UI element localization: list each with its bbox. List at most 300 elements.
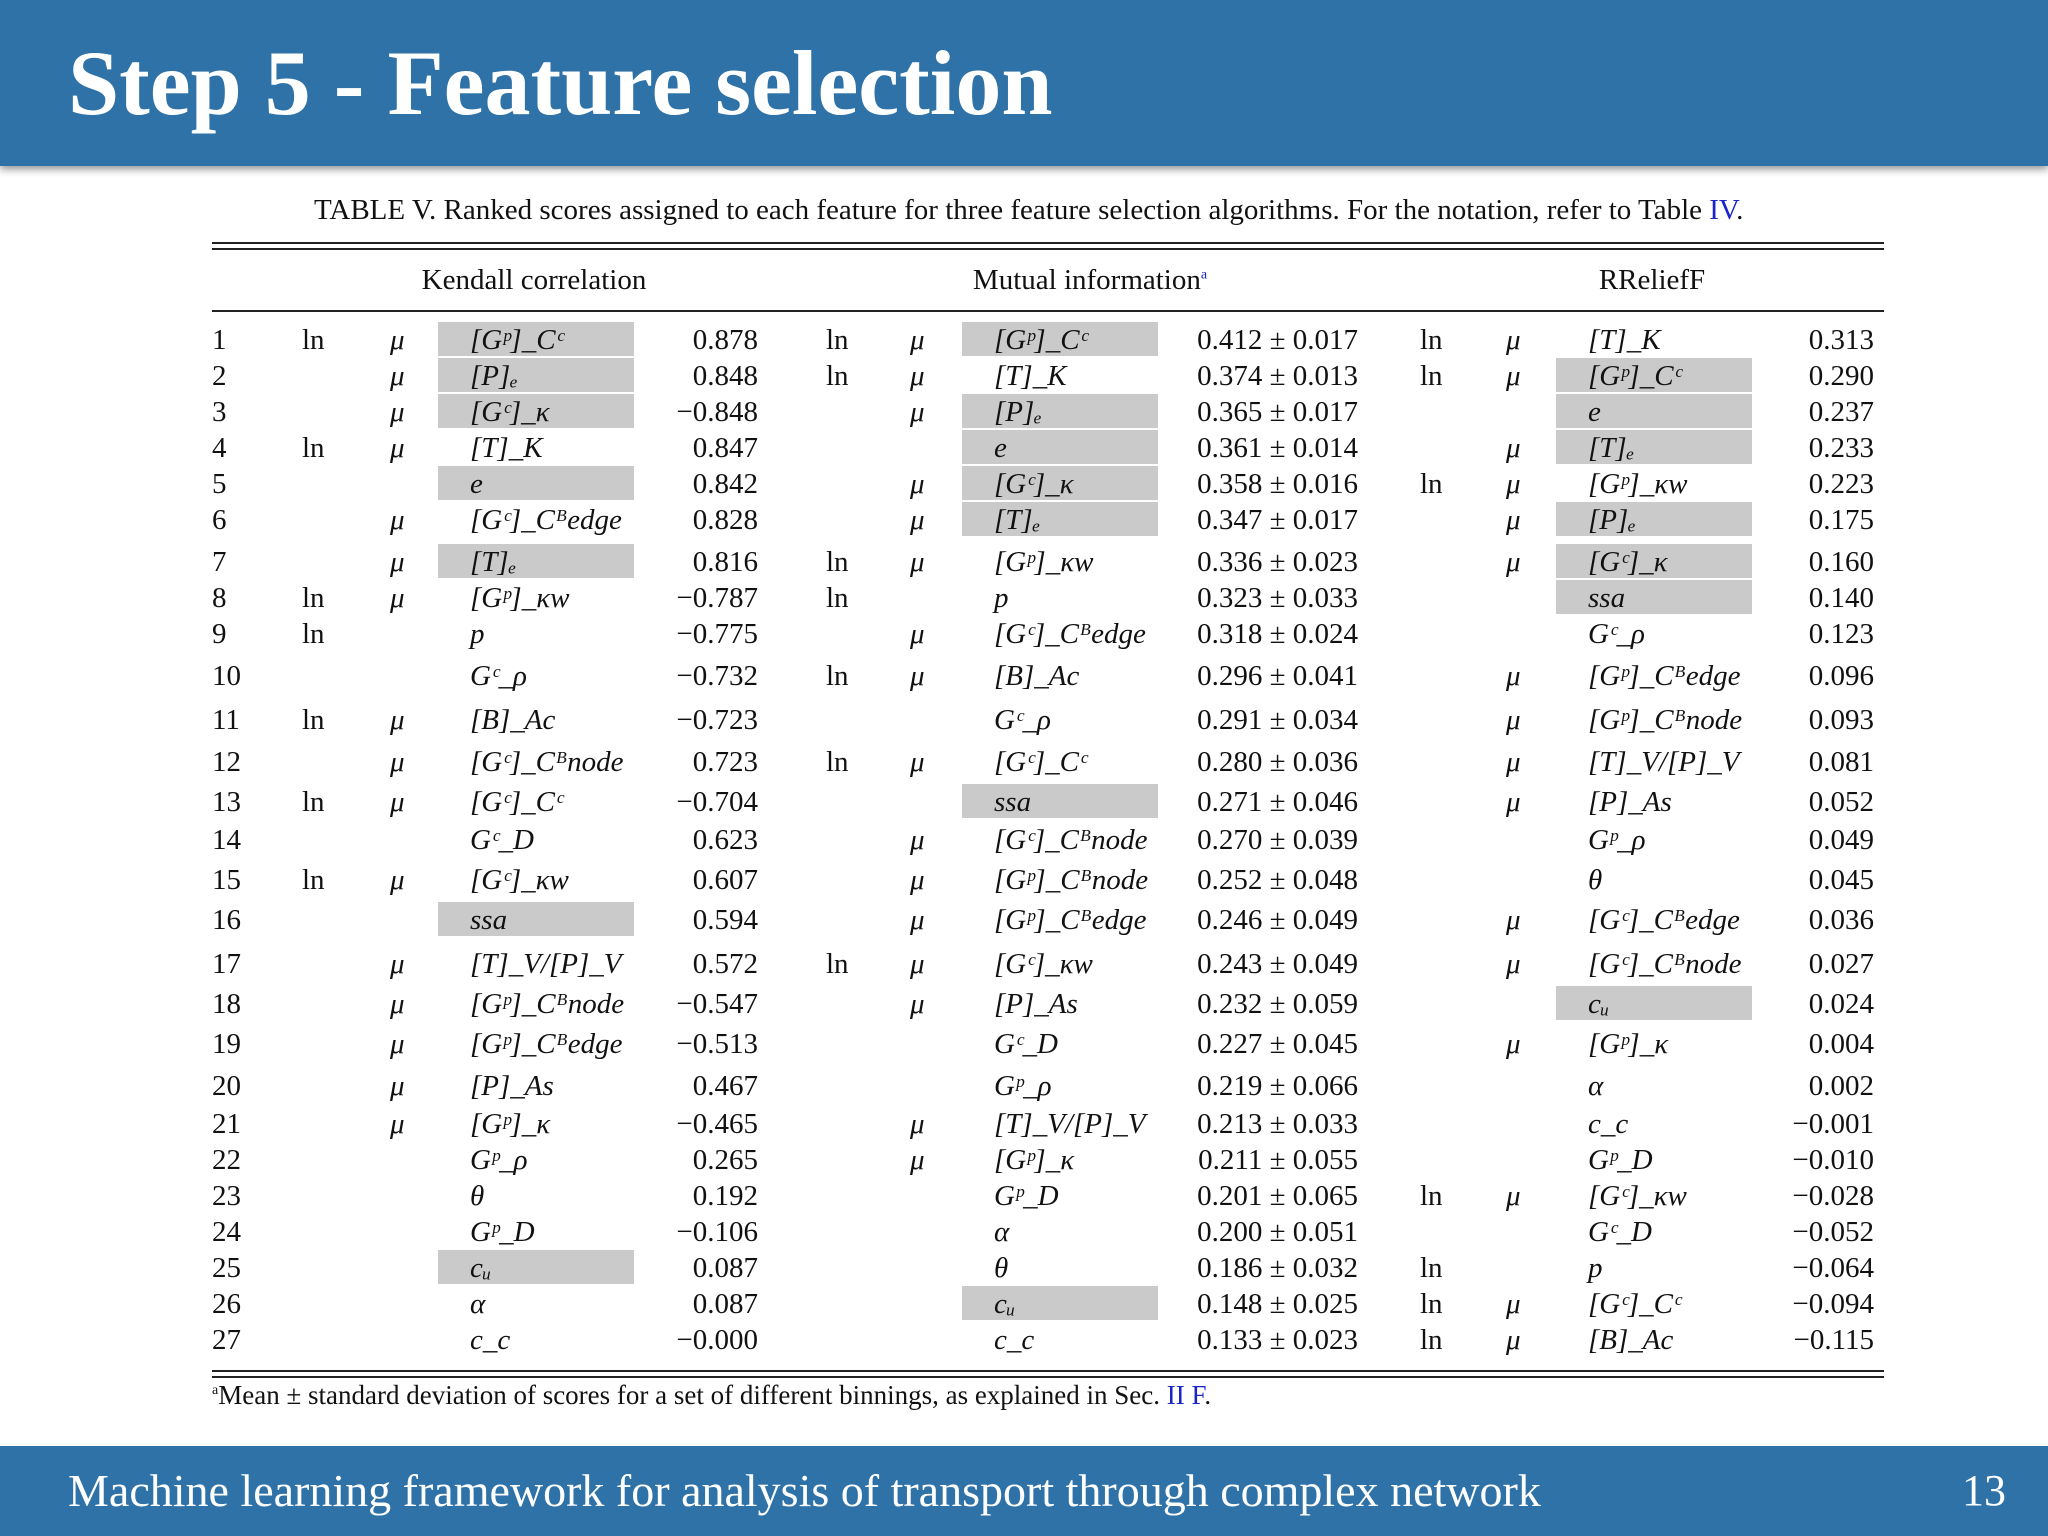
mu-cell: μ [390,1108,405,1140]
ln-cell: ln [826,660,849,692]
slide-header [0,0,2048,166]
score-cell: 0.096 [1808,660,1874,692]
feature-cell: [Gᵖ]_Cᴮnode [1588,704,1743,736]
feature-cell: [Gᵖ]_κ [1588,1028,1669,1060]
feature-cell: [Gᵖ]_κ [470,1108,551,1140]
rank-cell: 21 [212,1108,241,1140]
score-cell: −0.106 [676,1216,758,1248]
page-number: 13 [1962,1466,2006,1515]
score-cell: 0.467 [692,1070,758,1102]
feature-cell: [Gᶜ]_Cᶜ [994,746,1087,778]
mu-cell: μ [910,988,925,1020]
feature-cell: [Gᶜ]_Cᶜ [1588,1288,1681,1320]
rank-cell: 11 [212,704,240,736]
caption-text: TABLE V. Ranked scores assigned to each feature for three feature selection algorithms. For the notation, refer to Table [314,194,1710,226]
score-cell: 0.024 [1808,988,1874,1020]
table-row [0,322,2048,358]
table-row [0,502,2048,538]
feature-cell: [Gᶜ]_κ [470,396,550,428]
feature-cell: [Gᶜ]_κw [1588,1180,1687,1212]
rank-cell: 12 [212,746,241,778]
feature-cell: [B]_Ac [470,704,556,736]
score-cell: 0.296 ± 0.041 [1197,660,1358,692]
rank-cell: 23 [212,1180,241,1212]
ln-cell: ln [302,704,325,736]
table-row [0,358,2048,394]
rank-cell: 14 [212,824,241,856]
rank-cell: 1 [212,324,227,356]
feature-cell: [Gᵖ]_Cᴮedge [470,1028,623,1060]
score-cell: 0.243 ± 0.049 [1197,948,1358,980]
feature-cell: Gᵖ_ρ [1588,824,1646,856]
score-cell: 0.347 ± 0.017 [1197,504,1358,536]
score-cell: 0.336 ± 0.023 [1197,546,1358,578]
score-cell: 0.045 [1808,864,1874,896]
ln-cell: ln [1420,1288,1443,1320]
feature-cell: [P]_As [470,1070,554,1102]
ln-cell: ln [1420,468,1443,500]
feature-cell: [T]ₑ [470,546,517,578]
rank-cell: 16 [212,904,241,936]
score-cell: 0.280 ± 0.036 [1197,746,1358,778]
ln-cell: ln [302,786,325,818]
feature-cell: [P]_As [1588,786,1672,818]
score-cell: 0.313 [1808,324,1874,356]
highlight-box [438,466,634,500]
highlight-box [438,902,634,936]
rank-cell: 2 [212,360,227,392]
mu-cell: μ [1506,324,1521,356]
table-row [0,784,2048,820]
group-head-kendall: Kendall correlation [421,264,647,296]
table-row [0,1026,2048,1062]
feature-cell: [T]_K [994,360,1067,392]
mu-cell: μ [910,864,925,896]
mu-cell: μ [910,396,925,428]
feature-cell: [Gᵖ]_Cᴮnode [470,988,625,1020]
score-cell: 0.265 [692,1144,758,1176]
mu-cell: μ [390,1028,405,1060]
rank-cell: 4 [212,432,227,464]
feature-cell: c_c [1588,1108,1629,1140]
score-cell: 0.087 [692,1288,758,1320]
feature-cell: [Gᵖ]_Cᴮedge [1588,660,1741,692]
ln-cell: ln [826,948,849,980]
ln-cell: ln [826,324,849,356]
score-cell: 0.093 [1808,704,1874,736]
rank-cell: 8 [212,582,227,614]
feature-cell: p [994,582,1009,614]
highlight-box [438,358,634,392]
feature-cell: c_c [994,1324,1035,1356]
table-row [0,1178,2048,1214]
footer-text: Machine learning framework for analysis of transport through complex network [68,1465,1541,1516]
score-cell: 0.233 [1808,432,1874,464]
score-cell: 0.365 ± 0.017 [1197,396,1358,428]
feature-cell: cᵤ [470,1252,492,1284]
feature-cell: [Gᵖ]_κw [1588,468,1688,500]
table-row [0,394,2048,430]
score-cell: 0.318 ± 0.024 [1197,618,1358,650]
score-cell: 0.374 ± 0.013 [1197,360,1358,392]
mu-cell: μ [1506,504,1521,536]
score-cell: 0.087 [692,1252,758,1284]
mu-cell: μ [390,582,405,614]
mu-cell: μ [390,746,405,778]
feature-cell: [Gᶜ]_κw [470,864,569,896]
ln-cell: ln [1420,324,1443,356]
ln-cell: ln [826,746,849,778]
caption-suffix: . [1736,194,1744,226]
mu-cell: μ [390,948,405,980]
ln-cell: ln [1420,360,1443,392]
score-cell: −0.094 [1792,1288,1874,1320]
feature-cell: [Gᵖ]_Cᶜ [1588,360,1682,392]
mu-cell: μ [1506,786,1521,818]
score-cell: −0.001 [1792,1108,1874,1140]
feature-cell: θ [994,1252,1009,1284]
mu-cell: μ [910,504,925,536]
highlight-box [438,1250,634,1284]
score-cell: −0.775 [676,618,758,650]
feature-cell: [Gᶜ]_Cᴮedge [470,504,622,536]
ln-cell: ln [1420,1180,1443,1212]
table-row [0,1286,2048,1322]
score-cell: 0.412 ± 0.017 [1197,324,1358,356]
ln-cell: ln [1420,1252,1443,1284]
score-cell: 0.192 [692,1180,758,1212]
mu-cell: μ [910,824,925,856]
score-cell: 0.594 [692,904,758,936]
feature-cell: [Gᶜ]_Cᴮnode [994,824,1148,856]
feature-cell: e [470,468,483,500]
feature-cell: [Gᵖ]_Cᴮedge [994,904,1147,936]
feature-cell: Gᵖ_ρ [994,1070,1052,1102]
bottom-rule-1 [212,1370,1884,1372]
feature-cell: Gᵖ_D [470,1216,535,1248]
top-rule-1 [212,242,1884,244]
rank-cell: 10 [212,660,241,692]
highlight-box [1556,430,1752,464]
mu-cell: μ [390,786,405,818]
score-cell: 0.237 [1808,396,1874,428]
slide-title: Step 5 - Feature selection [68,32,1053,134]
rank-cell: 5 [212,468,227,500]
highlight-box [1556,502,1752,536]
ln-cell: ln [302,864,325,896]
score-cell: 0.271 ± 0.046 [1197,786,1358,818]
feature-cell: Gᶜ_D [470,824,535,856]
group-footnote-mark: a [1200,267,1208,283]
table-row [0,1142,2048,1178]
highlight-box [962,394,1158,428]
feature-cell: [Gᶜ]_Cᴮedge [1588,904,1740,936]
score-cell: 0.291 ± 0.034 [1197,704,1358,736]
score-cell: −0.028 [1792,1180,1874,1212]
table-row [0,702,2048,738]
rank-cell: 22 [212,1144,241,1176]
score-cell: 0.623 [692,824,758,856]
mu-cell: μ [910,660,925,692]
highlight-box [1556,394,1752,428]
highlight-box [962,1286,1158,1320]
feature-cell: [T]ₑ [1588,432,1635,464]
feature-cell: ssa [1588,582,1626,614]
score-cell: −0.052 [1792,1216,1874,1248]
rank-cell: 9 [212,618,227,650]
score-cell: 0.223 [1808,468,1874,500]
table-row [0,946,2048,982]
score-cell: 0.232 ± 0.059 [1197,988,1358,1020]
mu-cell: μ [910,618,925,650]
slide-footer [0,1446,2048,1536]
ln-cell: ln [302,582,325,614]
score-cell: 0.842 [692,468,758,500]
highlight-box [1556,986,1752,1020]
mu-cell: μ [910,360,925,392]
feature-cell: [T]_V/[P]_V [994,1108,1146,1140]
mu-cell: μ [1506,704,1521,736]
score-cell: 0.027 [1808,948,1874,980]
score-cell: −0.704 [676,786,758,818]
table-row [0,658,2048,694]
mu-cell: μ [910,1144,925,1176]
mu-cell: μ [1506,746,1521,778]
score-cell: 0.607 [692,864,758,896]
mu-cell: μ [1506,546,1521,578]
rank-cell: 19 [212,1028,241,1060]
rank-cell: 13 [212,786,241,818]
mu-cell: μ [910,746,925,778]
feature-cell: [Gᵖ]_Cᴮnode [994,864,1149,896]
score-cell: 0.816 [692,546,758,578]
feature-cell: [P]ₑ [994,396,1042,428]
score-cell: 0.123 [1808,618,1874,650]
table-row [0,430,2048,466]
mu-cell: μ [390,396,405,428]
ln-cell: ln [826,360,849,392]
feature-cell: [Gᶜ]_κw [994,948,1093,980]
feature-cell: [Gᵖ]_κw [470,582,570,614]
feature-cell: [B]_Ac [994,660,1080,692]
score-cell: 0.036 [1808,904,1874,936]
feature-cell: [Gᵖ]_Cᶜ [470,324,564,356]
score-cell: 0.246 ± 0.049 [1197,904,1358,936]
mu-cell: μ [1506,1324,1521,1356]
highlight-box [962,502,1158,536]
feature-cell: [P]_As [994,988,1078,1020]
feature-cell: [Gᶜ]_Cᴮnode [1588,948,1742,980]
score-cell: 0.219 ± 0.066 [1197,1070,1358,1102]
ln-cell: ln [1420,1324,1443,1356]
feature-cell: cᵤ [994,1288,1016,1320]
feature-cell: Gᶜ_ρ [470,660,527,692]
table-row [0,986,2048,1022]
table-row [0,862,2048,898]
mu-cell: μ [910,1108,925,1140]
feature-cell: Gᵖ_D [1588,1144,1653,1176]
feature-cell: p [1588,1252,1603,1284]
table-row [0,744,2048,780]
score-cell: 0.358 ± 0.016 [1197,468,1358,500]
feature-cell: θ [1588,864,1603,896]
score-cell: 0.252 ± 0.048 [1197,864,1358,896]
feature-cell: [T]_V/[P]_V [470,948,622,980]
score-cell: 0.723 [692,746,758,778]
table-row [0,1322,2048,1358]
feature-cell: Gᶜ_ρ [1588,618,1645,650]
rank-cell: 24 [212,1216,241,1248]
score-cell: −0.848 [676,396,758,428]
ln-cell: ln [826,546,849,578]
highlight-box [438,544,634,578]
mu-cell: μ [1506,432,1521,464]
score-cell: −0.723 [676,704,758,736]
ln-cell: ln [302,324,325,356]
rank-cell: 26 [212,1288,241,1320]
table-row [0,1106,2048,1142]
highlight-box [962,784,1158,818]
feature-cell: [Gᶜ]_κ [1588,546,1668,578]
score-cell: −0.787 [676,582,758,614]
mu-cell: μ [390,360,405,392]
score-cell: 0.175 [1808,504,1874,536]
score-cell: 0.290 [1808,360,1874,392]
score-cell: 0.848 [692,360,758,392]
top-rule-2 [212,248,1884,250]
mu-cell: μ [390,704,405,736]
mu-cell: μ [1506,948,1521,980]
score-cell: 0.201 ± 0.065 [1197,1180,1358,1212]
feature-cell: c_c [470,1324,511,1356]
highlight-box [962,430,1158,464]
feature-cell: [Gᵖ]_κ [994,1144,1075,1176]
feature-cell: cᵤ [1588,988,1610,1020]
rank-cell: 7 [212,546,227,578]
score-cell: −0.547 [676,988,758,1020]
feature-cell: α [470,1288,486,1320]
mu-cell: μ [910,948,925,980]
table-row [0,616,2048,652]
rank-cell: 20 [212,1070,241,1102]
mu-cell: μ [910,546,925,578]
feature-cell: e [1588,396,1601,428]
feature-cell: e [994,432,1007,464]
mu-cell: μ [1506,660,1521,692]
feature-cell: [T]ₑ [994,504,1041,536]
mu-cell: μ [1506,904,1521,936]
score-cell: 0.361 ± 0.014 [1197,432,1358,464]
score-cell: 0.004 [1808,1028,1874,1060]
score-cell: −0.513 [676,1028,758,1060]
mu-cell: μ [390,504,405,536]
rank-cell: 25 [212,1252,241,1284]
feature-cell: α [994,1216,1010,1248]
score-cell: 0.148 ± 0.025 [1197,1288,1358,1320]
ln-cell: ln [302,618,325,650]
footnote-section-link[interactable]: II F [1166,1380,1205,1410]
score-cell: 0.270 ± 0.039 [1197,824,1358,856]
feature-cell: ssa [470,904,508,936]
feature-cell: [Gᶜ]_κ [994,468,1074,500]
table-row [0,822,2048,858]
group-head-rrelieff: RReliefF [1598,264,1706,296]
score-cell: 0.049 [1808,824,1874,856]
score-cell: 0.160 [1808,546,1874,578]
feature-cell: ssa [994,786,1032,818]
feature-cell: Gᶜ_D [1588,1216,1653,1248]
rank-cell: 17 [212,948,241,980]
score-cell: 0.081 [1808,746,1874,778]
feature-cell: α [1588,1070,1604,1102]
score-cell: 0.323 ± 0.033 [1197,582,1358,614]
feature-cell: [Gᶜ]_Cᴮedge [994,618,1146,650]
bottom-rule-2 [212,1376,1884,1378]
feature-cell: [T]_K [1588,324,1661,356]
caption-table-link[interactable]: IV [1709,194,1737,226]
feature-cell: Gᶜ_ρ [994,704,1051,736]
table-row [0,1250,2048,1286]
score-cell: 0.211 ± 0.055 [1198,1144,1358,1176]
score-cell: 0.200 ± 0.051 [1197,1216,1358,1248]
score-cell: 0.002 [1808,1070,1874,1102]
score-cell: −0.732 [676,660,758,692]
score-cell: 0.227 ± 0.045 [1197,1028,1358,1060]
ln-cell: ln [302,432,325,464]
highlight-box [1556,580,1752,614]
feature-cell: [Gᶜ]_Cᶜ [470,786,563,818]
score-cell: 0.052 [1808,786,1874,818]
mu-cell: μ [910,324,925,356]
rank-cell: 15 [212,864,241,896]
mu-cell: μ [390,546,405,578]
feature-cell: p [470,618,485,650]
table-row [0,1214,2048,1250]
header-rule [212,310,1884,312]
score-cell: −0.000 [676,1324,758,1356]
rank-cell: 3 [212,396,227,428]
rank-cell: 18 [212,988,241,1020]
feature-cell: Gᵖ_ρ [470,1144,528,1176]
score-cell: 0.186 ± 0.032 [1197,1252,1358,1284]
feature-cell: [T]_V/[P]_V [1588,746,1740,778]
table-footnote: $^a$Mean ± standard deviation of scores for a set of different binnings, as explained in Sec. II F. [212,1380,1212,1410]
score-cell: 0.140 [1808,582,1874,614]
group-head-mutual: Mutual information$^a$ [972,264,1208,296]
mu-cell: μ [1506,1180,1521,1212]
score-cell: 0.133 ± 0.023 [1197,1324,1358,1356]
table-caption [314,194,1743,227]
table-row [0,466,2048,502]
mu-cell: μ [390,1070,405,1102]
feature-cell: [T]_K [470,432,543,464]
table-row [0,580,2048,616]
feature-cell: [P]ₑ [470,360,518,392]
score-cell: 0.828 [692,504,758,536]
feature-cell: Gᵖ_D [994,1180,1059,1212]
mu-cell: μ [1506,1288,1521,1320]
score-cell: −0.064 [1792,1252,1874,1284]
table-row [0,544,2048,580]
score-cell: 0.847 [692,432,758,464]
feature-cell: θ [470,1180,485,1212]
feature-cell: Gᶜ_D [994,1028,1059,1060]
score-cell: 0.878 [692,324,758,356]
feature-cell: [B]_Ac [1588,1324,1674,1356]
mu-cell: μ [390,864,405,896]
feature-cell: [Gᵖ]_Cᶜ [994,324,1088,356]
score-cell: 0.213 ± 0.033 [1197,1108,1358,1140]
